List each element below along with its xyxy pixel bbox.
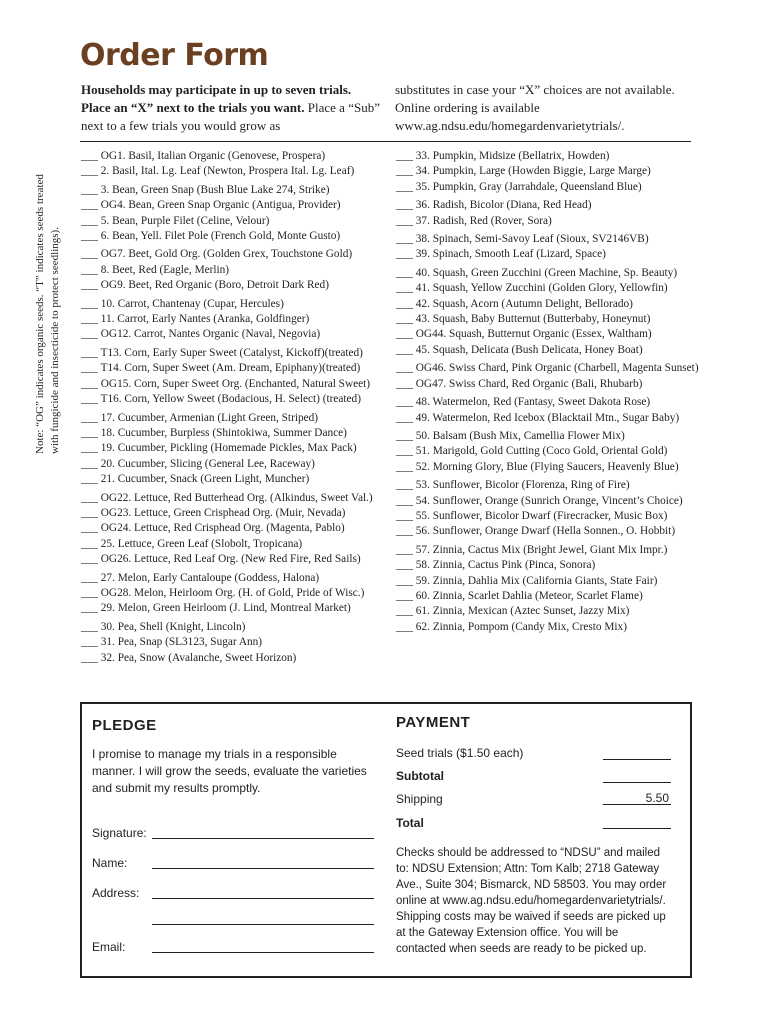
shipping-label: Shipping <box>396 792 443 806</box>
intro-bold-line1: Households may participate in up to seven trials. <box>81 82 352 97</box>
signature-field[interactable] <box>152 826 374 839</box>
trial-item[interactable]: ___ 18. Cucumber, Burpless (Shintokiwa, Summer Dance) <box>81 426 347 439</box>
trial-item[interactable]: ___ 40. Squash, Green Zucchini (Green Machine, Sp. Beauty) <box>396 266 678 279</box>
trial-item[interactable]: ___ OG28. Melon, Heirloom Org. (H. of Gold, Pride of Wisc.) <box>81 586 365 599</box>
trial-group <box>81 297 386 343</box>
right-trial-list <box>396 149 699 638</box>
pledge-heading: PLEDGE <box>92 717 157 734</box>
trial-item[interactable]: ___ OG9. Beet, Red Organic (Boro, Detroit Dark Red) <box>81 279 329 292</box>
pledge-text: I promise to manage my trials in a responsible manner. I will grow the seeds, evaluate the varieties and submit my results promptly. <box>92 747 367 795</box>
page-title: Order Form <box>80 38 269 73</box>
trial-item[interactable]: ___ 59. Zinnia, Dahlia Mix (California Giants, State Fair) <box>396 574 658 587</box>
trial-item[interactable]: ___ 32. Pea, Snow (Avalanche, Sweet Horizon) <box>81 651 297 664</box>
trial-item[interactable]: ___ 29. Melon, Green Heirloom (J. Lind, Montreal Market) <box>81 602 351 615</box>
trial-item[interactable]: ___ OG1. Basil, Italian Organic (Genovese, Prospera) <box>81 150 326 162</box>
trial-item[interactable]: ___ 33. Pumpkin, Midsize (Bellatrix, Howden) <box>396 150 610 162</box>
trial-item[interactable]: ___ 38. Spinach, Semi-Savoy Leaf (Sioux, SV2146VB) <box>396 233 649 246</box>
trial-item[interactable]: ___ OG46. Swiss Chard, Pink Organic (Charbell, Magenta Sunset) <box>396 362 699 375</box>
trial-item[interactable]: ___ 35. Pumpkin, Gray (Jarrahdale, Queensland Blue) <box>396 180 642 193</box>
trial-group <box>396 266 696 358</box>
signature-label: Signature: <box>92 826 147 840</box>
trial-item[interactable]: ___ 19. Cucumber, Pickling (Homemade Pickles, Max Pack) <box>81 442 357 455</box>
trial-group <box>396 478 696 540</box>
trial-group <box>396 149 696 195</box>
trial-item[interactable]: ___ 49. Watermelon, Red Icebox (Blacktail Mtn., Sugar Baby) <box>396 411 680 424</box>
trial-item[interactable]: ___ 6. Bean, Yell. Filet Pole (French Gold, Monte Gusto) <box>81 230 341 243</box>
trial-item[interactable]: ___ 42. Squash, Acorn (Autumn Delight, Bellorado) <box>396 297 633 310</box>
trial-item[interactable]: ___ 55. Sunflower, Bicolor Dwarf (Firecracker, Music Box) <box>396 509 668 522</box>
trial-group <box>81 571 386 617</box>
address-field-line2[interactable] <box>152 912 374 925</box>
trial-group <box>396 395 696 426</box>
header-divider <box>80 141 691 142</box>
trial-item[interactable]: ___ T14. Corn, Super Sweet (Am. Dream, Epiphany)(treated) <box>81 362 361 375</box>
trial-item[interactable]: ___ T16. Corn, Yellow Sweet (Bodacious, H. Select) (treated) <box>81 393 361 406</box>
trial-item[interactable]: ___ 57. Zinnia, Cactus Mix (Bright Jewel, Giant Mix Impr.) <box>396 543 668 556</box>
intro-bold-line2: Place an “X” next to the trials you want. <box>81 100 305 115</box>
email-label: Email: <box>92 940 126 954</box>
total-label: Total <box>396 816 424 830</box>
trial-item[interactable]: ___ 2. Basil, Ital. Lg. Leaf (Newton, Prospera Ital. Lg. Leaf) <box>81 165 355 178</box>
trial-item[interactable]: ___ 3. Bean, Green Snap (Bush Blue Lake 274, Strike) <box>81 183 330 196</box>
trial-group <box>81 149 386 180</box>
trial-item[interactable]: ___ OG22. Lettuce, Red Butterhead Org. (Alkindus, Sweet Val.) <box>81 491 373 504</box>
trial-item[interactable]: ___ T13. Corn, Early Super Sweet (Catalyst, Kickoff)(treated) <box>81 346 363 359</box>
trial-group <box>396 361 699 392</box>
trial-item[interactable]: ___ 34. Pumpkin, Large (Howden Biggie, Large Marge) <box>396 165 651 178</box>
trial-item[interactable]: ___ 52. Morning Glory, Blue (Flying Saucers, Heavenly Blue) <box>396 460 679 473</box>
trial-item[interactable]: ___ 58. Zinnia, Cactus Pink (Pinca, Sonora) <box>396 559 596 572</box>
trial-item[interactable]: ___ OG4. Bean, Green Snap Organic (Antigua, Provider) <box>81 199 341 212</box>
payment-note: Checks should be addressed to “NDSU” and mailed to: NDSU Extension; Attn: Tom Kalb; 2718 Gateway Ave., Suite 304; Bismarck, ND 58503. You may order online at www.ag.ndsu.edu/homegardenvarietytrials/. Shipping costs may be waived if seeds are picked up at the Gateway Extension office. You will be contacted when seeds are ready to be picked up. <box>396 847 667 955</box>
shipping-value: 5.50 <box>603 791 671 805</box>
side-note: Note: “OG” indicates organic seeds. “T” indicates seeds treated with fungicide and insecticide to protect seedlings). <box>34 174 61 454</box>
trial-item[interactable]: ___ OG7. Beet, Gold Org. (Golden Grex, Touchstone Gold) <box>81 248 353 261</box>
trial-item[interactable]: ___ 25. Lettuce, Green Leaf (Slobolt, Tropicana) <box>81 537 303 550</box>
trial-item[interactable]: ___ 51. Marigold, Gold Cutting (Coco Gold, Oriental Gold) <box>396 445 668 458</box>
trial-item[interactable]: ___ 53. Sunflower, Bicolor (Florenza, Ring of Fire) <box>396 479 630 492</box>
trial-item[interactable]: ___ 5. Bean, Purple Filet (Celine, Velour) <box>81 214 270 227</box>
trial-group <box>81 247 386 293</box>
trial-item[interactable]: ___ 45. Squash, Delicata (Bush Delicata, Honey Boat) <box>396 343 643 356</box>
trial-item[interactable]: ___ 48. Watermelon, Red (Fantasy, Sweet Dakota Rose) <box>396 396 651 409</box>
trial-group <box>396 198 696 229</box>
trial-item[interactable]: ___ 54. Sunflower, Orange (Sunrich Orange, Vincent’s Choice) <box>396 494 683 507</box>
intro-instructions <box>81 81 381 135</box>
trial-item[interactable]: ___ 62. Zinnia, Pompom (Candy Mix, Cresto Mix) <box>396 620 627 633</box>
trial-item[interactable]: ___ 37. Radish, Red (Rover, Sora) <box>396 214 552 227</box>
trial-item[interactable]: ___ OG26. Lettuce, Red Leaf Org. (New Red Fire, Red Sails) <box>81 553 361 566</box>
trial-group <box>81 491 386 568</box>
trial-item[interactable]: ___ 31. Pea, Snap (SL3123, Sugar Ann) <box>81 636 263 649</box>
total-field[interactable] <box>603 815 671 829</box>
trial-item[interactable]: ___ 8. Beet, Red (Eagle, Merlin) <box>81 263 230 276</box>
trial-item[interactable]: ___ 36. Radish, Bicolor (Diana, Red Head) <box>396 199 592 212</box>
left-trial-list <box>81 149 386 669</box>
trial-item[interactable]: ___ 20. Cucumber, Slicing (General Lee, Raceway) <box>81 457 315 470</box>
trial-item[interactable]: ___ 50. Balsam (Bush Mix, Camellia Flower Mix) <box>396 429 625 442</box>
seed-trials-label: Seed trials ($1.50 each) <box>396 746 524 760</box>
trial-group <box>81 411 386 488</box>
seed-trials-field[interactable] <box>603 746 671 760</box>
trial-item[interactable]: ___ 61. Zinnia, Mexican (Aztec Sunset, Jazzy Mix) <box>396 605 630 618</box>
trial-item[interactable]: ___ 21. Cucumber, Snack (Green Light, Muncher) <box>81 473 310 486</box>
trial-group <box>81 346 386 408</box>
trial-item[interactable]: ___ OG12. Carrot, Nantes Organic (Naval, Negovia) <box>81 328 321 341</box>
trial-item[interactable]: ___ OG44. Squash, Butternut Organic (Essex, Waltham) <box>396 328 652 341</box>
intro-online-note: substitutes in case your “X” choices are not available. Online ordering is available www.ag.ndsu.edu/homegardenvarietytrials/. <box>395 82 675 133</box>
subtotal-field[interactable] <box>603 769 671 783</box>
intro-tail: Place a “Sub” next to a few trials you would grow as <box>81 100 380 133</box>
trial-group <box>396 543 696 635</box>
trial-item[interactable]: ___ 39. Spinach, Smooth Leaf (Lizard, Space) <box>396 248 606 261</box>
trial-item[interactable]: ___ 41. Squash, Yellow Zucchini (Golden Glory, Yellowfin) <box>396 282 668 295</box>
subtotal-label: Subtotal <box>396 769 444 783</box>
trial-item[interactable]: ___ 60. Zinnia, Scarlet Dahlia (Meteor, Scarlet Flame) <box>396 589 643 602</box>
address-label: Address: <box>92 886 140 900</box>
trial-item[interactable]: ___ 17. Cucumber, Armenian (Light Green, Striped) <box>81 411 319 424</box>
trial-group <box>81 620 386 666</box>
payment-heading: PAYMENT <box>396 714 471 731</box>
trial-group <box>396 232 696 263</box>
email-field[interactable] <box>152 940 374 953</box>
trial-item[interactable]: ___ 43. Squash, Baby Butternut (Butterbaby, Honeynut) <box>396 313 651 326</box>
trial-item[interactable]: ___ OG24. Lettuce, Red Crisphead Org. (Magenta, Pablo) <box>81 522 345 535</box>
trial-item[interactable]: ___ 30. Pea, Shell (Knight, Lincoln) <box>81 620 246 633</box>
trial-item[interactable]: ___ 56. Sunflower, Orange Dwarf (Hella Sonnen., O. Hobbit) <box>396 525 676 538</box>
name-label: Name: <box>92 856 128 870</box>
trial-item[interactable]: ___ OG15. Corn, Super Sweet Org. (Enchanted, Natural Sweet) <box>81 377 371 390</box>
name-field[interactable] <box>152 856 374 869</box>
trial-item[interactable]: ___ 27. Melon, Early Cantaloupe (Goddess, Halona) <box>81 571 320 584</box>
trial-group <box>396 429 696 475</box>
trial-item[interactable]: ___ 11. Carrot, Early Nantes (Aranka, Goldfinger) <box>81 313 310 326</box>
address-field[interactable] <box>152 886 374 899</box>
trial-item[interactable]: ___ 10. Carrot, Chantenay (Cupar, Hercules) <box>81 297 284 310</box>
trial-item[interactable]: ___ OG23. Lettuce, Green Crisphead Org. (Muir, Nevada) <box>81 506 346 519</box>
trial-item[interactable]: ___ OG47. Swiss Chard, Red Organic (Bali, Rhubarb) <box>396 377 643 390</box>
trial-group <box>81 183 386 245</box>
